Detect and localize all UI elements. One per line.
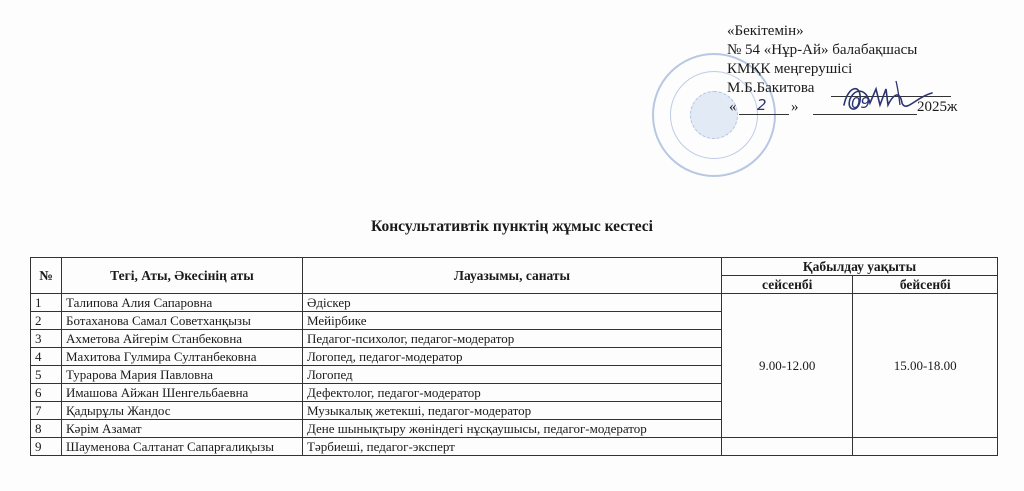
- header-day-tuesday: сейсенбі: [722, 276, 853, 294]
- row-number: 4: [31, 348, 62, 366]
- row-name: Қадырұлы Жандос: [62, 402, 303, 420]
- date-close-quote: »: [791, 99, 799, 115]
- header-name: Тегі, Аты, Әкесінің аты: [62, 258, 303, 294]
- schedule-table: [30, 257, 998, 456]
- row-position: Тәрбиеші, педагог-эксперт: [303, 438, 722, 456]
- row-number: 8: [31, 420, 62, 438]
- document-title: Консультативтік пунктің жұмыс кестесі: [371, 218, 653, 235]
- row-number: 9: [31, 438, 62, 456]
- row-number: 2: [31, 312, 62, 330]
- row-position: Логопед: [303, 366, 722, 384]
- time-thursday-empty: [853, 438, 998, 456]
- row-name: Ахметова Айгерім Станбековна: [62, 330, 303, 348]
- date-open-quote: «: [729, 99, 737, 115]
- row-name: Ботаханова Самал Советханқызы: [62, 312, 303, 330]
- row-number: 1: [31, 294, 62, 312]
- signature-scribble: [836, 75, 946, 117]
- row-position: Мейірбике: [303, 312, 722, 330]
- time-tuesday: 9.00-12.00: [722, 294, 853, 438]
- time-tuesday-empty: [722, 438, 853, 456]
- header-reception-time: Қабылдау уақыты: [722, 258, 998, 276]
- approval-heading: «Бекітемін»: [727, 23, 804, 39]
- date-month: 09: [851, 94, 871, 112]
- date-year: 2025ж: [917, 99, 958, 115]
- table-row: [31, 438, 998, 456]
- header-position: Лауазымы, санаты: [303, 258, 722, 294]
- row-number: 5: [31, 366, 62, 384]
- time-thursday: 15.00-18.00: [853, 294, 998, 438]
- row-name: Талипова Алия Сапаровна: [62, 294, 303, 312]
- row-number: 6: [31, 384, 62, 402]
- row-position: Музыкалық жетекші, педагог-модератор: [303, 402, 722, 420]
- date-day: 2: [757, 96, 767, 114]
- row-position: Логопед, педагог-модератор: [303, 348, 722, 366]
- row-name: Имашова Айжан Шенгельбаевна: [62, 384, 303, 402]
- table-row: [31, 294, 998, 312]
- row-name: Шауменова Салтанат Сапарғалиқызы: [62, 438, 303, 456]
- approval-name: М.Б.Бакитова: [727, 80, 815, 96]
- header-number: №: [31, 258, 62, 294]
- row-position: Педагог-психолог, педагог-модератор: [303, 330, 722, 348]
- row-name: Кәрім Азамат: [62, 420, 303, 438]
- row-position: Дене шынықтыру жөніндегі нұсқаушысы, педагог-модератор: [303, 420, 722, 438]
- row-name: Турарова Мария Павловна: [62, 366, 303, 384]
- row-position: Әдіскер: [303, 294, 722, 312]
- table-header-row: [31, 258, 998, 276]
- header-day-thursday: бейсенбі: [853, 276, 998, 294]
- approval-organization: № 54 «Нұр-Ай» балабақшасы: [727, 42, 918, 58]
- row-position: Дефектолог, педагог-модератор: [303, 384, 722, 402]
- approval-position: КМҚК меңгерушісі: [727, 61, 853, 77]
- row-name: Махитова Гулмира Султанбековна: [62, 348, 303, 366]
- row-number: 3: [31, 330, 62, 348]
- row-number: 7: [31, 402, 62, 420]
